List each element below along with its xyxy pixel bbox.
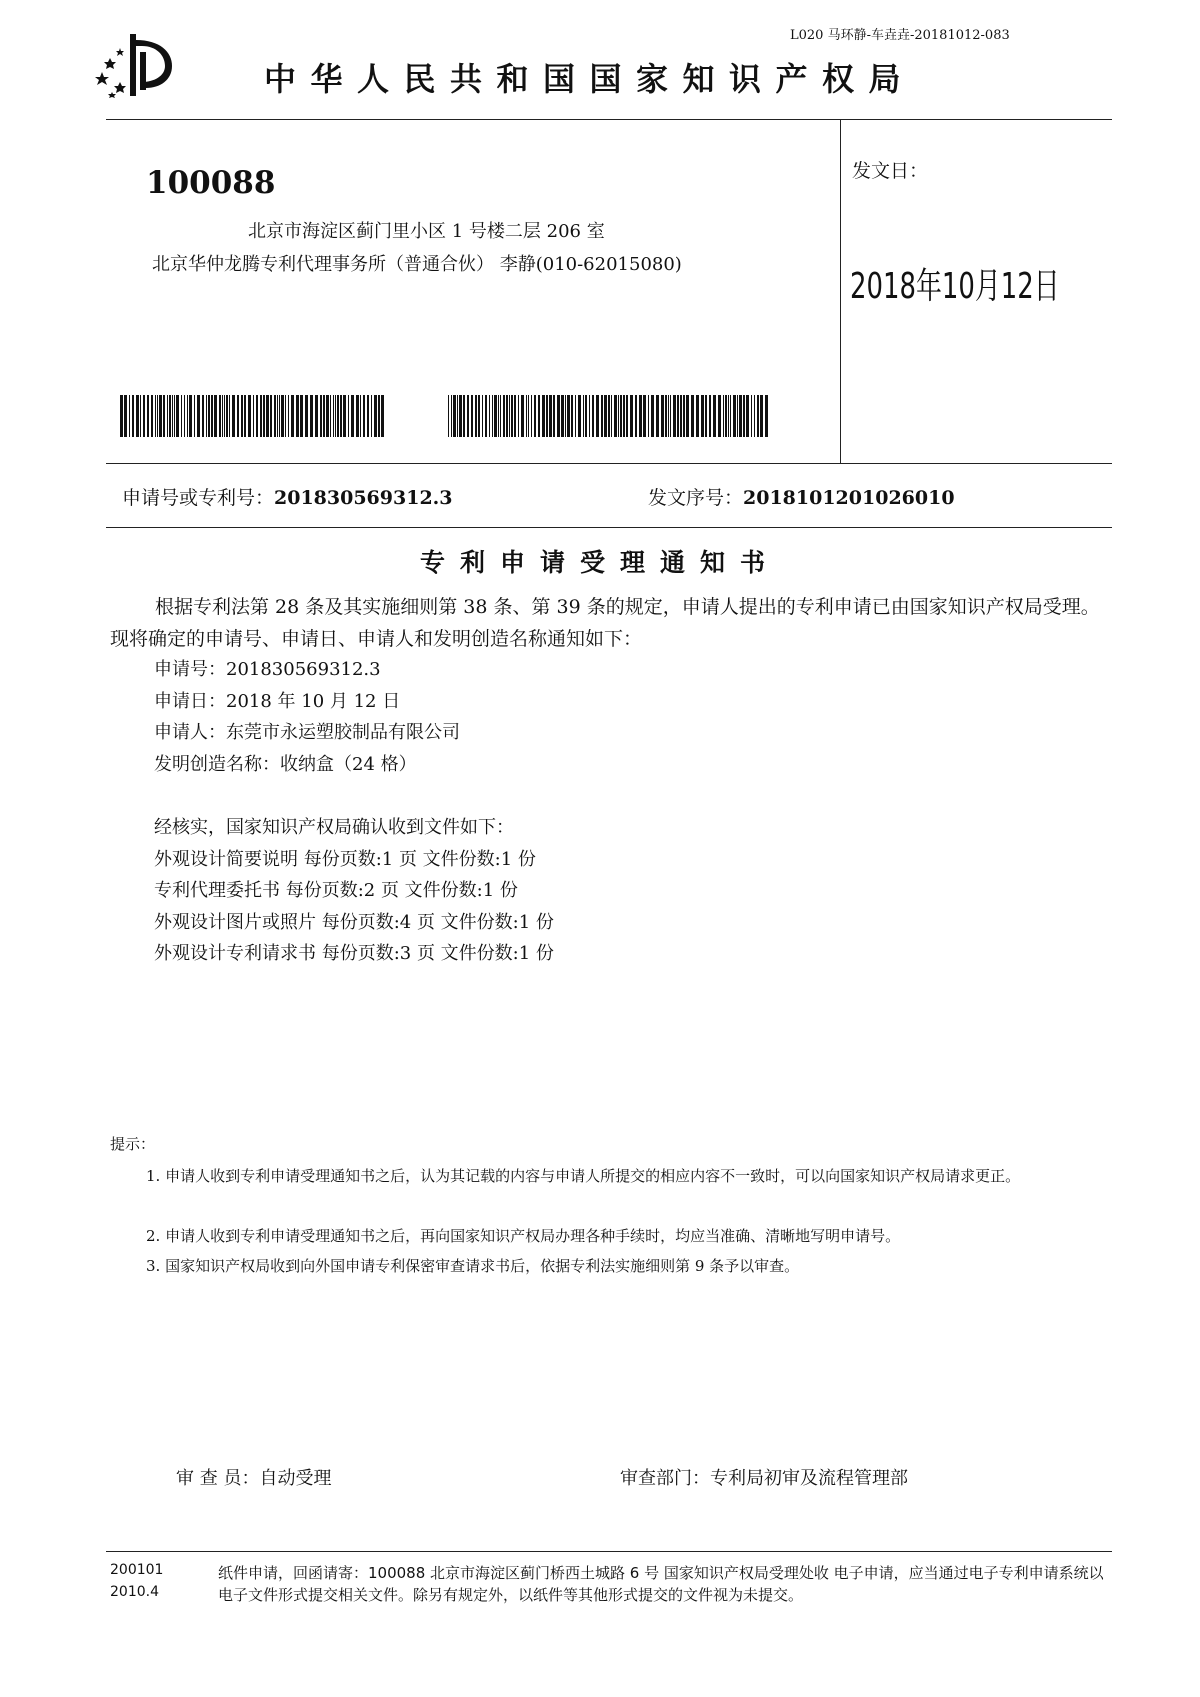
examining-department: 审查部门：专利局初审及流程管理部 [620,1468,908,1489]
tips-title: 提示： [110,1135,156,1153]
header-vertical-divider [840,119,841,463]
tip-item: 3. 国家知识产权局收到向外国申请专利保密审查请求书后，依据专利法实施细则第 9 条予以审查。 [146,1257,800,1275]
tip-item: 1. 申请人收到专利申请受理通知书之后，认为其记载的内容与申请人所提交的相应内容不一致时，可以向国家知识产权局请求更正。 [146,1167,1021,1185]
application-number-value: 201830569312.3 [274,487,453,509]
notice-intro-paragraph: 根据专利法第 28 条及其实施细则第 38 条、第 39 条的规定，申请人提出的专利申请已由国家知识产权局受理。现将确定的申请号、申请日、申请人和发明创造名称通知如下： [110,596,1100,650]
barcode-left [120,395,388,437]
office-name: 中华人民共和国国家知识产权局 [264,60,916,98]
title-divider [106,527,1112,528]
issue-date-label: 发文日： [852,160,929,182]
reference-code: L020 马环静-车垚垚-20181012-083 [790,28,1010,43]
form-version: 2010.4 [110,1584,159,1600]
received-document-item: 外观设计专利请求书 每份页数:3 页 文件份数:1 份 [154,943,554,964]
serial-number-label: 发文序号： [648,487,744,509]
form-code: 200101 [110,1562,164,1578]
recipient-agency: 北京华仲龙腾专利代理事务所（普通合伙） 李静(010-62015080) [152,254,682,275]
cnipa-logo-icon [90,30,180,100]
issue-date-stamp: 2018年10月12日 [850,266,1060,307]
examiner: 审 查 员：自动受理 [176,1468,332,1489]
received-documents-intro: 经核实，国家知识产权局确认收到文件如下： [154,817,514,838]
address-block-divider [106,463,1112,464]
applicant-field: 申请人：东莞市永运塑胶制品有限公司 [154,722,460,743]
footer-divider [106,1551,1112,1552]
application-number-label: 申请号或专利号： [122,487,275,509]
footer-instructions: 纸件申请，回函请寄：100088 北京市海淀区蓟门桥西土城路 6 号 国家知识产权局受理处收 电子申请，应当通过电子专利申请系统以电子文件形式提交相关文件。除另有规定外，以纸件等其他形式提交的文件视为未提交。 [218,1564,1104,1604]
received-document-item: 外观设计图片或照片 每份页数:4 页 文件份数:1 份 [154,912,554,933]
application-date-field: 申请日：2018 年 10 月 12 日 [154,691,401,712]
postcode: 100088 [146,165,276,201]
recipient-address: 北京市海淀区蓟门里小区 1 号楼二层 206 室 [248,221,605,242]
received-document-item: 专利代理委托书 每份页数:2 页 文件份数:1 份 [154,880,518,901]
application-number-field: 申请号：201830569312.3 [154,659,381,680]
invention-title-field: 发明创造名称：收纳盒（24 格） [154,754,417,775]
application-number-row [122,483,453,510]
barcode-right [448,395,774,437]
header-divider [106,119,1112,120]
serial-number-value: 2018101201026010 [743,487,955,509]
received-document-item: 外观设计简要说明 每份页数:1 页 文件份数:1 份 [154,849,536,870]
notice-title: 专利申请受理通知书 [419,548,780,577]
serial-number-row [648,483,955,510]
tip-item: 2. 申请人收到专利申请受理通知书之后，再向国家知识产权局办理各种手续时，均应当准确、清晰地写明申请号。 [146,1227,901,1245]
